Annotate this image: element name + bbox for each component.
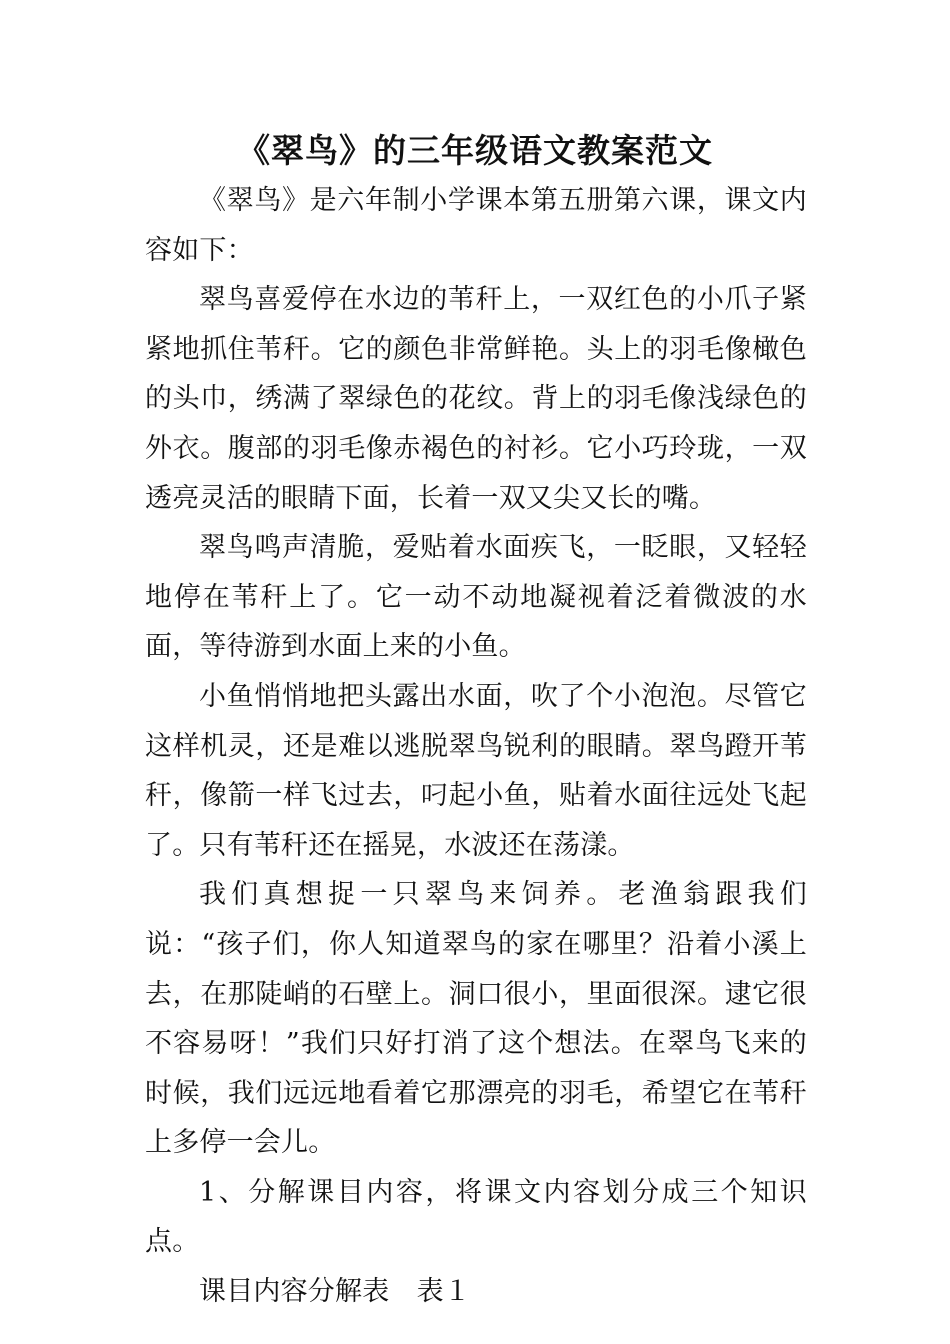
paragraph-table-caption: 课目内容分解表 表１ [199,1276,471,1308]
document-title: 《翠鸟》的三年级语文教案范文 [237,131,713,170]
paragraph-task-1: 1、分解课目内容，将课文内容划分成三个知识点。 [145,1176,807,1258]
paragraph-intro: 《翠鸟》是六年制小学课本第五册第六课，课文内容如下： [145,185,807,266]
paragraph-behavior: 翠鸟鸣声清脆，爱贴着水面疾飞，一眨眼，又轻轻地停在苇秆上了。它一动不动地凝视着泛着微波的水面，等待游到水面上来的小鱼。 [145,532,807,663]
document-body [145,176,807,1317]
paragraph-appearance: 翠鸟喜爱停在水边的苇秆上，一双红色的小爪子紧紧地抓住苇秆。它的颜色非常鲜艳。头上的羽毛像橄色的头巾，绣满了翠绿色的花纹。背上的羽毛像浅绿色的外衣。腹部的羽毛像赤褐色的衬衫。它小巧玲珑，一双透亮灵活的眼睛下面，长着一双又尖又长的嘴。 [145,284,807,514]
paragraph-catching-fish: 小鱼悄悄地把头露出水面，吹了个小泡泡。尽管它这样机灵，还是难以逃脱翠鸟锐利的眼睛。翠鸟蹬开苇秆，像箭一样飞过去，叼起小鱼，贴着水面往远处飞起了。只有苇秆还在摇晃，水波还在荡漾。 [145,680,807,861]
paragraph-old-fisherman: 我们真想捉一只翠鸟来饲养。老渔翁跟我们说：“孩子们，你人知道翠鸟的家在哪里？沿着小溪上去，在那陡峭的石壁上。洞口很小，里面很深。逮它很不容易呀！”我们只好打消了这个想法。在翠鸟飞来的时候，我们远远地看着它那漂亮的羽毛，希望它在苇秆上多停一会儿。 [145,879,807,1159]
